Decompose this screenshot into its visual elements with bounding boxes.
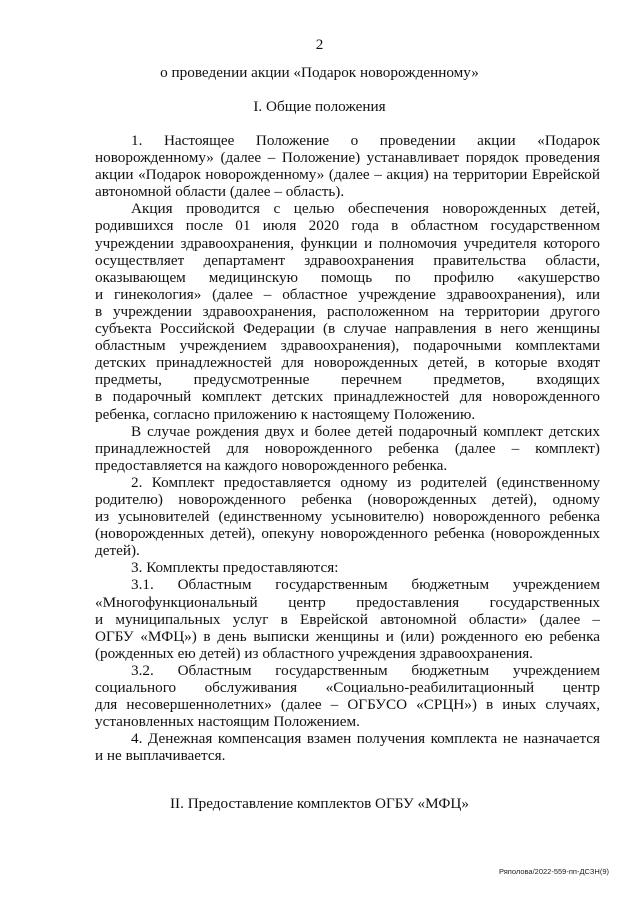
text-line: 2. Комплект предоставляется одному из родителей (единственному xyxy=(131,473,600,491)
text-line: родившихся после 01 июля 2020 года в областном государственном xyxy=(95,217,600,235)
text-line: оказывающем медицинскую помощь по профилю «акушерство xyxy=(95,268,600,286)
text-line: 4. Денежная компенсация взамен получения комплекта не назначается xyxy=(131,730,600,748)
paragraph-2 xyxy=(95,474,600,559)
text-line: предметы, предусмотренные перечнем предметов, входящих xyxy=(95,371,600,389)
text-line: 3. Комплекты предоставляются: xyxy=(131,559,339,577)
text-line: «Многофункциональный центр предоставления государственных xyxy=(95,593,600,611)
text-line: ОГБУ «МФЦ») в день выписки женщины и (или) рожденного ею ребенка xyxy=(95,627,600,645)
page-number: 2 xyxy=(315,36,324,53)
text-line: социального обслуживания «Социально-реабилитационный центр xyxy=(95,679,600,696)
text-line: предоставляется на каждого новорожденного ребенка. xyxy=(95,456,448,474)
text-line: субъекта Российской Федерации (в случае направления в него женщины xyxy=(95,320,600,338)
text-line: родителю) новорожденного ребенка (новорожденных детей), одному xyxy=(95,490,600,508)
text-line: из усыновителей (единственному усыновителю) новорожденного ребенка xyxy=(95,508,600,526)
paragraph-4 xyxy=(95,730,600,764)
text-line: автономной области (далее – область). xyxy=(95,183,345,201)
document-subtitle: о проведении акции «Подарок новорожденному» xyxy=(160,64,479,81)
text-line: учреждении здравоохранения, функции и полномочия учредителя которого xyxy=(95,234,600,252)
section-heading-general: I. Общие положения xyxy=(253,98,386,115)
text-line: ребенка, согласно приложению к настоящему Положению. xyxy=(95,405,476,423)
paragraph-action-purpose xyxy=(95,200,600,422)
text-line: 3.2. Областным государственным бюджетным учреждением xyxy=(131,661,600,679)
text-line: в учреждении здравоохранения, расположенном на территории другого xyxy=(95,302,600,320)
paragraph-3-2 xyxy=(95,662,600,730)
text-line: и не выплачивается. xyxy=(95,747,226,765)
text-line: в подарочный комплект детских принадлежностей для новорожденного xyxy=(95,388,600,406)
text-line: (новорожденных детей), опекуну новорожденного ребенка (новорожденных xyxy=(95,525,600,543)
document-footer-code: Ряполова/2022-559-пп-ДСЗН(9) xyxy=(498,867,609,876)
text-line: областным учреждением здравоохранения), подарочными комплектами xyxy=(95,337,600,355)
text-line: Акция проводится с целью обеспечения новорожденных детей, xyxy=(131,200,600,218)
text-line: установленных настоящим Положением. xyxy=(95,713,360,731)
section-heading-mfc: II. Предоставление комплектов ОГБУ «МФЦ» xyxy=(170,795,469,812)
text-line: принадлежностей для новорожденного ребенка (далее – комплект) xyxy=(95,439,600,457)
text-line: В случае рождения двух и более детей подарочный комплект детских xyxy=(131,422,600,440)
document-body xyxy=(95,132,600,764)
paragraph-1 xyxy=(95,132,600,200)
text-line: новорожденному» (далее – Положение) устанавливает порядок проведения xyxy=(95,149,600,167)
text-line: и гинекология» (далее – областное учреждение здравоохранения), или xyxy=(95,285,600,303)
text-line: 1. Настоящее Положение о проведении акции «Подарок xyxy=(131,132,600,149)
text-line: детских принадлежностей для новорожденных детей, в которые входят xyxy=(95,354,600,372)
text-line: осуществляет департамент здравоохранения правительства области, xyxy=(95,251,600,269)
text-line: детей). xyxy=(95,542,140,560)
text-line: и муниципальных услуг в Еврейской автономной области» (далее – xyxy=(95,610,600,628)
text-line: (рожденных ею детей) из областного учреждения здравоохранения. xyxy=(95,644,533,662)
text-line: для несовершеннолетних» (далее – ОГБУСО «СРЦН») в иных случаях, xyxy=(95,696,600,714)
paragraph-3-1 xyxy=(95,576,600,661)
paragraph-multiple-births xyxy=(95,423,600,474)
text-line: 3.1. Областным государственным бюджетным учреждением xyxy=(131,576,600,594)
paragraph-3 xyxy=(95,559,600,576)
text-line: акции «Подарок новорожденному» (далее – акция) на территории Еврейской xyxy=(95,166,600,184)
